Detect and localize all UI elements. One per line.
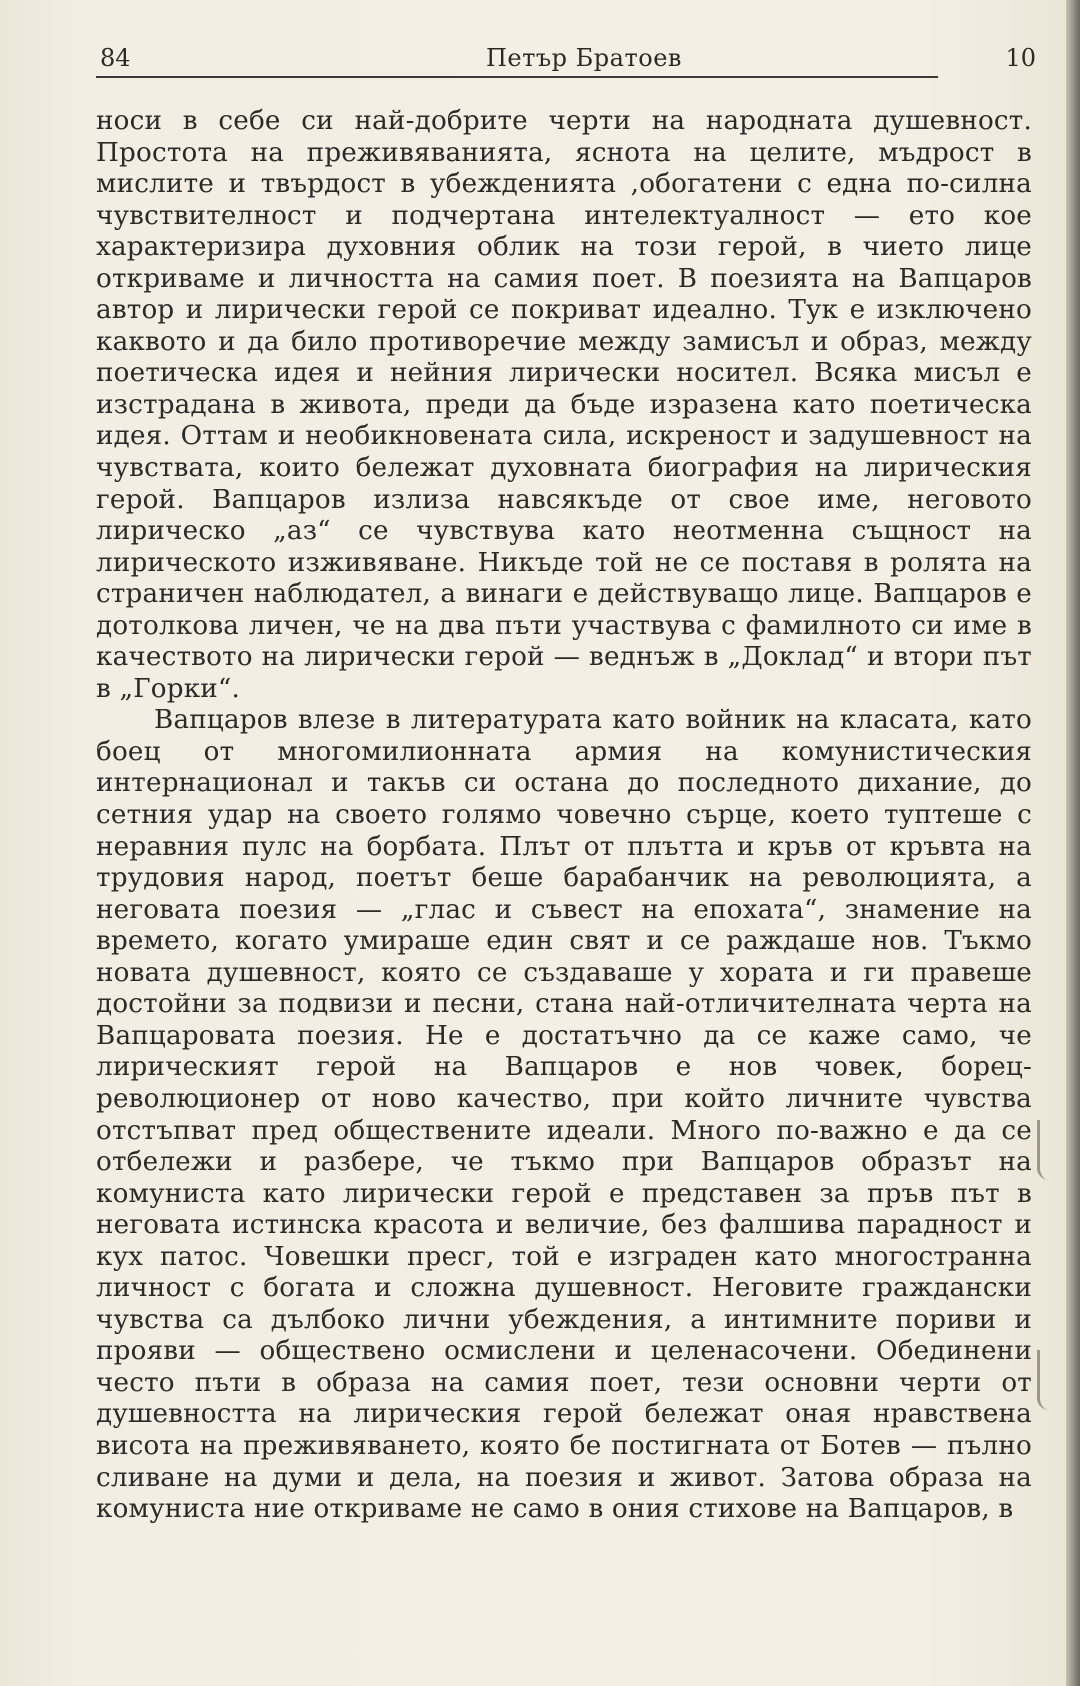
paragraph-2: Вапцаров влезе в литературата като войник на класата, като боец от многомилионната армия на комунистическия интернационал и такъв си остана до последното дихание, до сетния удар на своето голямо човечно сърце, което туптеше с неравния пулс на борбата. Плът от плътта и кръв от кръвта на трудовия народ, поетът беше барабанчик на революцията, а неговата поезия — „глас и съвест на епохата“, знамение на времето, когато умираше един свят и се раждаше нов. Тъкмо новата душевност, която се създаваше у хората и ги правеше достойни за подвизи и песни, стана най-отличителната черта на Вапцаровата поезия. Не е достатъчно да се каже само, че лирическият герой на Вапцаров е нов човек, борец-революционер от ново качество, при който личните чувства отстъпват пред обществените идеали. Много по-важно е да се отбележи и разбере, че тъкмо при Вапцаров образът на комуниста като лирически герой е представен за пръв път в неговата истинска красота и величие, без фалшива парадност и кух патос. Човешки пресг, той е изграден като многостранна личност с богата и сложна душевност. Неговите граждански чувства са дълбоко лични убеждения, а интимните пориви и прояви — обществено осмислени и целенасочени. Обединени често пъти в образа на самия поет, тези основни черти от душевността на лирическия герой бележат оная нравствена висота на преживяването, която бе постигната от Ботев — пълно сливане на думи и дела, на поезия и живот. Затова образа на комуниста ние откриваме не само в ония стихове на Вапцаров, в xyxy=(96,705,1032,1525)
page-number: 84 xyxy=(100,44,131,72)
page-header xyxy=(96,40,1036,76)
paragraph-1: носи в себе си най-добрите черти на народната душевност. Простота на преживяванията, яснота на целите, мъдрост в мислите и твърдост в убежденията ,обогатени с една по-силна чувствителност и подчертана интелектуалност — ето кое характеризира духовния облик на този герой, в чието лице откриваме и личността на самия поет. В поезията на Вапцаров автор и лирически герой се покриват идеално. Тук е изключено каквото и да било противоречие между замисъл и образ, между поетическа идея и нейния лирически носител. Всяка мисъл е изстрадана в живота, преди да бъде изразена като поетическа идея. Оттам и необикновената сила, искреност и задушевност на чувствата, които бележат духовната биография на лирическия герой. Вапцаров излиза навсякъде от свое име, неговото лирическо „аз“ се чувствува като неотменна същност на лирическото изживяване. Никъде той не се поставя в ролята на страничен наблюдател, а винаги е действуващо лице. Вапцаров е дотолкова личен, че на два пъти участвува с фамилното си име в качеството на лирически герой — веднъж в „Доклад“ и втори път в „Горки“. xyxy=(96,106,1032,704)
margin-pencil-mark xyxy=(1037,1350,1058,1410)
margin-pencil-mark xyxy=(1037,1120,1058,1180)
header-rule xyxy=(96,76,938,78)
body-text xyxy=(96,106,1032,1526)
signature-number: 10 xyxy=(1005,44,1036,72)
running-title: Петър Братоев xyxy=(486,44,682,72)
page-edge-shadow xyxy=(1066,0,1080,1686)
